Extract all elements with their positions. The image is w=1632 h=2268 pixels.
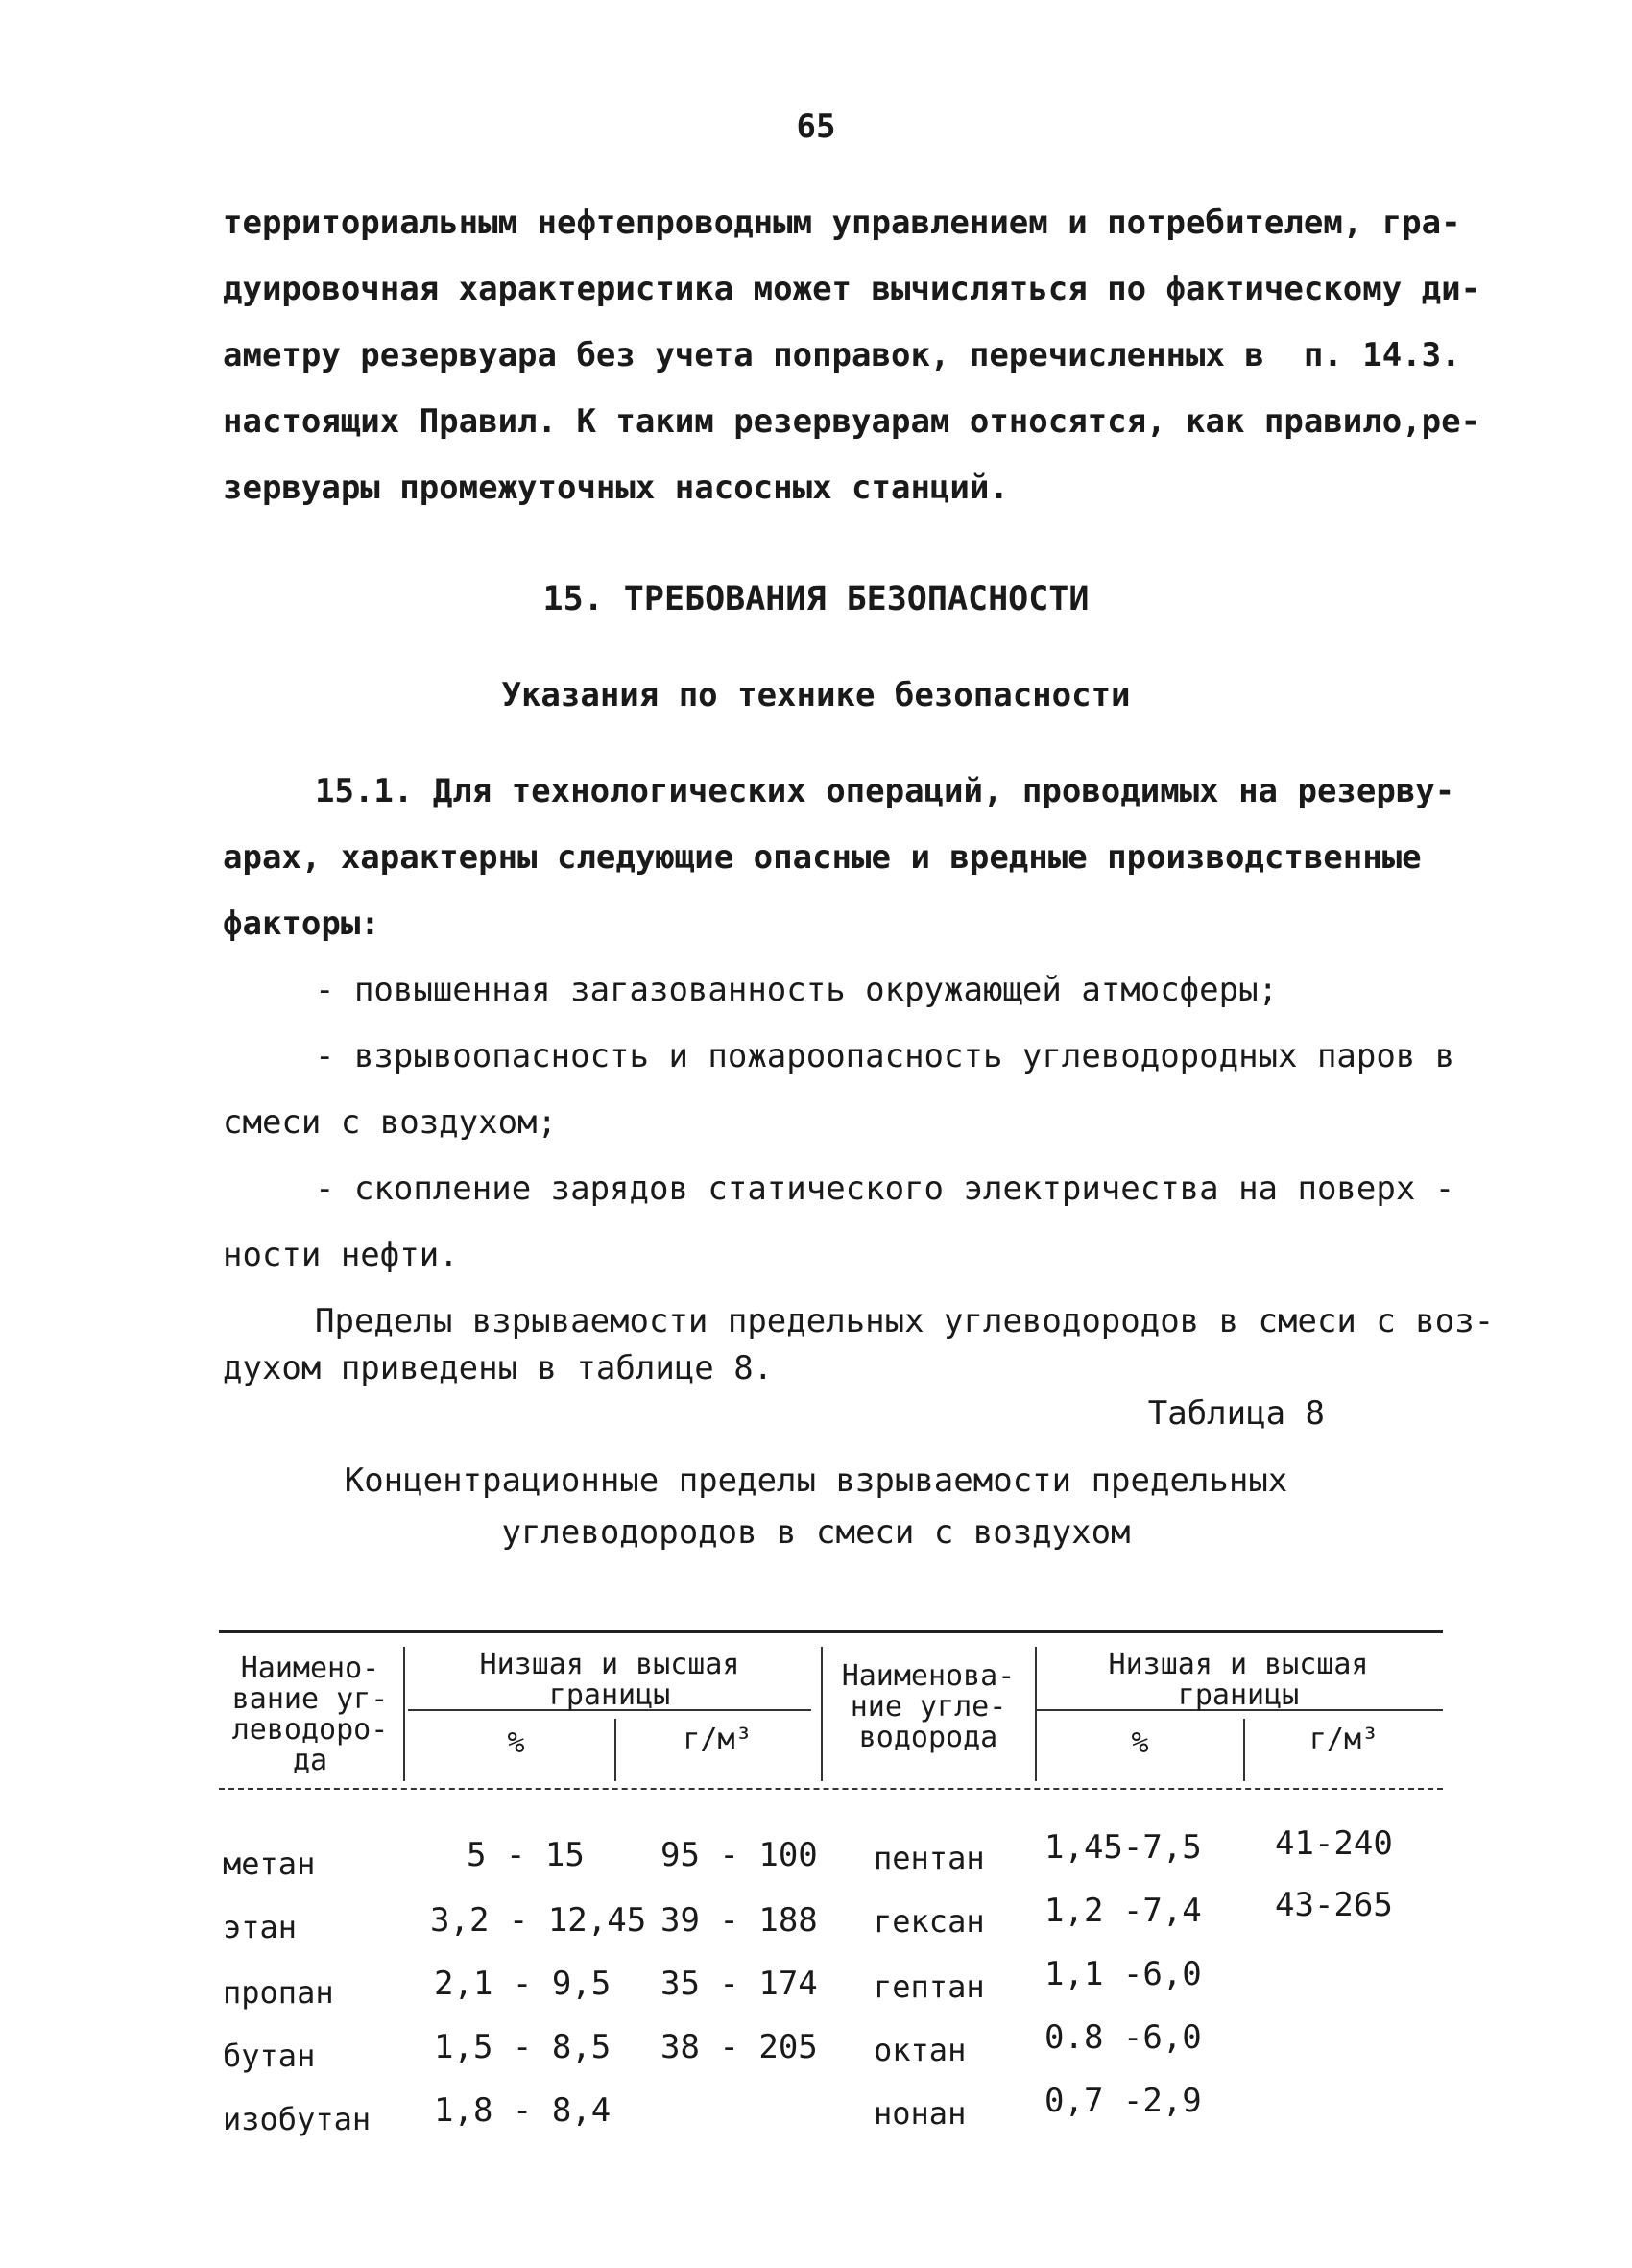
text-line: факторы: [223,905,380,943]
cell-percent: 5 - 15 [467,1836,585,1874]
page-number: 65 [796,108,836,146]
header-separator [1243,1719,1245,1781]
cell-name: гептан [874,1968,985,2005]
header-percent-right: % [1131,1726,1149,1760]
list-item: смеси с воздухом; [223,1103,557,1142]
text-line: территориальным нефтепроводным управлением и потребителем, гра- [223,204,1461,242]
header-name-left: Наимено- вание уг- леводоро- да [231,1652,389,1777]
text-line: арах, характерны следующие опасные и вредные производственные [223,838,1422,877]
cell-percent: 1,8 - 8,4 [434,2091,612,2130]
text-line: 15.1. Для технологических операций, проводимых на резерву- [315,772,1455,810]
table-top-rule [219,1630,1443,1633]
cell-gm3: 43-265 [1275,1886,1393,1924]
text-line: духом приведены в таблице 8. [223,1349,774,1387]
cell-gm3: 38 - 205 [660,2028,818,2066]
cell-gm3: 39 - 188 [660,1901,818,1940]
cell-percent: 1,5 - 8,5 [434,2028,612,2066]
cell-percent: 1,1 -6,0 [1044,1955,1202,1993]
section-subtitle: Указания по технике безопасности [501,676,1131,714]
cell-name: бутан [223,2038,316,2074]
cell-name: нонан [874,2095,967,2132]
cell-name: пропан [223,1974,334,2011]
cell-name: гексан [874,1903,985,1940]
header-percent-left: % [507,1726,525,1760]
header-name-right: Наименова- ние угле- водорода [841,1659,1016,1754]
cell-percent: 0,7 -2,9 [1044,2082,1202,2120]
header-separator [821,1647,823,1781]
cell-name: этан [223,1909,298,1945]
cell-percent: 0.8 -6,0 [1044,2018,1202,2057]
cell-percent: 2,1 - 9,5 [434,1965,612,2003]
cell-name: пентан [874,1840,985,1876]
text-line: дуировочная характеристика может вычисляться по фактическому ди- [223,270,1481,308]
cell-percent: 1,45-7,5 [1044,1828,1202,1867]
table-caption-line2: углеводородов в смеси с воздухом [501,1513,1131,1552]
list-item: ности нефти. [223,1236,459,1274]
header-separator [403,1647,405,1781]
header-limits-left: Низшая и высшая границы [479,1648,740,1712]
header-limits-right: Низшая и высшая границы [1108,1648,1369,1712]
text-line: настоящих Правил. К таким резервуарам относятся, как правило,ре- [223,402,1481,441]
text-line: Пределы взрываемости предельных углеводородов в смеси с воз- [315,1302,1495,1340]
cell-gm3: 95 - 100 [660,1836,818,1874]
header-separator [614,1719,616,1781]
header-gm3-right: г/м³ [1308,1723,1380,1756]
cell-percent: 3,2 - 12,45 [430,1901,647,1940]
cell-name: изобутан [223,2101,372,2137]
cell-name: октан [874,2032,967,2068]
list-item: - скопление зарядов статического электричества на поверх - [315,1170,1455,1208]
list-item: - взрывоопасность и пожароопасность углеводородных паров в [315,1037,1455,1075]
list-item: - повышенная загазованность окружающей атмосферы; [315,971,1279,1009]
section-title: 15. ТРЕБОВАНИЯ БЕЗОПАСНОСТИ [542,580,1090,618]
cell-name: метан [223,1846,316,1882]
cell-gm3: 41-240 [1275,1824,1393,1863]
header-gm3-left: г/м³ [683,1723,753,1756]
cell-percent: 1,2 -7,4 [1044,1892,1202,1930]
table-label: Таблица 8 [1147,1394,1325,1433]
text-line: зервуары промежуточных насосных станций. [223,469,1009,507]
table-header-bottom-rule [219,1788,1443,1790]
table-caption-line1: Концентрационные пределы взрываемости предельных [344,1461,1288,1500]
cell-gm3: 35 - 174 [660,1965,818,2003]
text-line: аметру резервуара без учета поправок, перечисленных в п. 14.3. [223,336,1461,374]
